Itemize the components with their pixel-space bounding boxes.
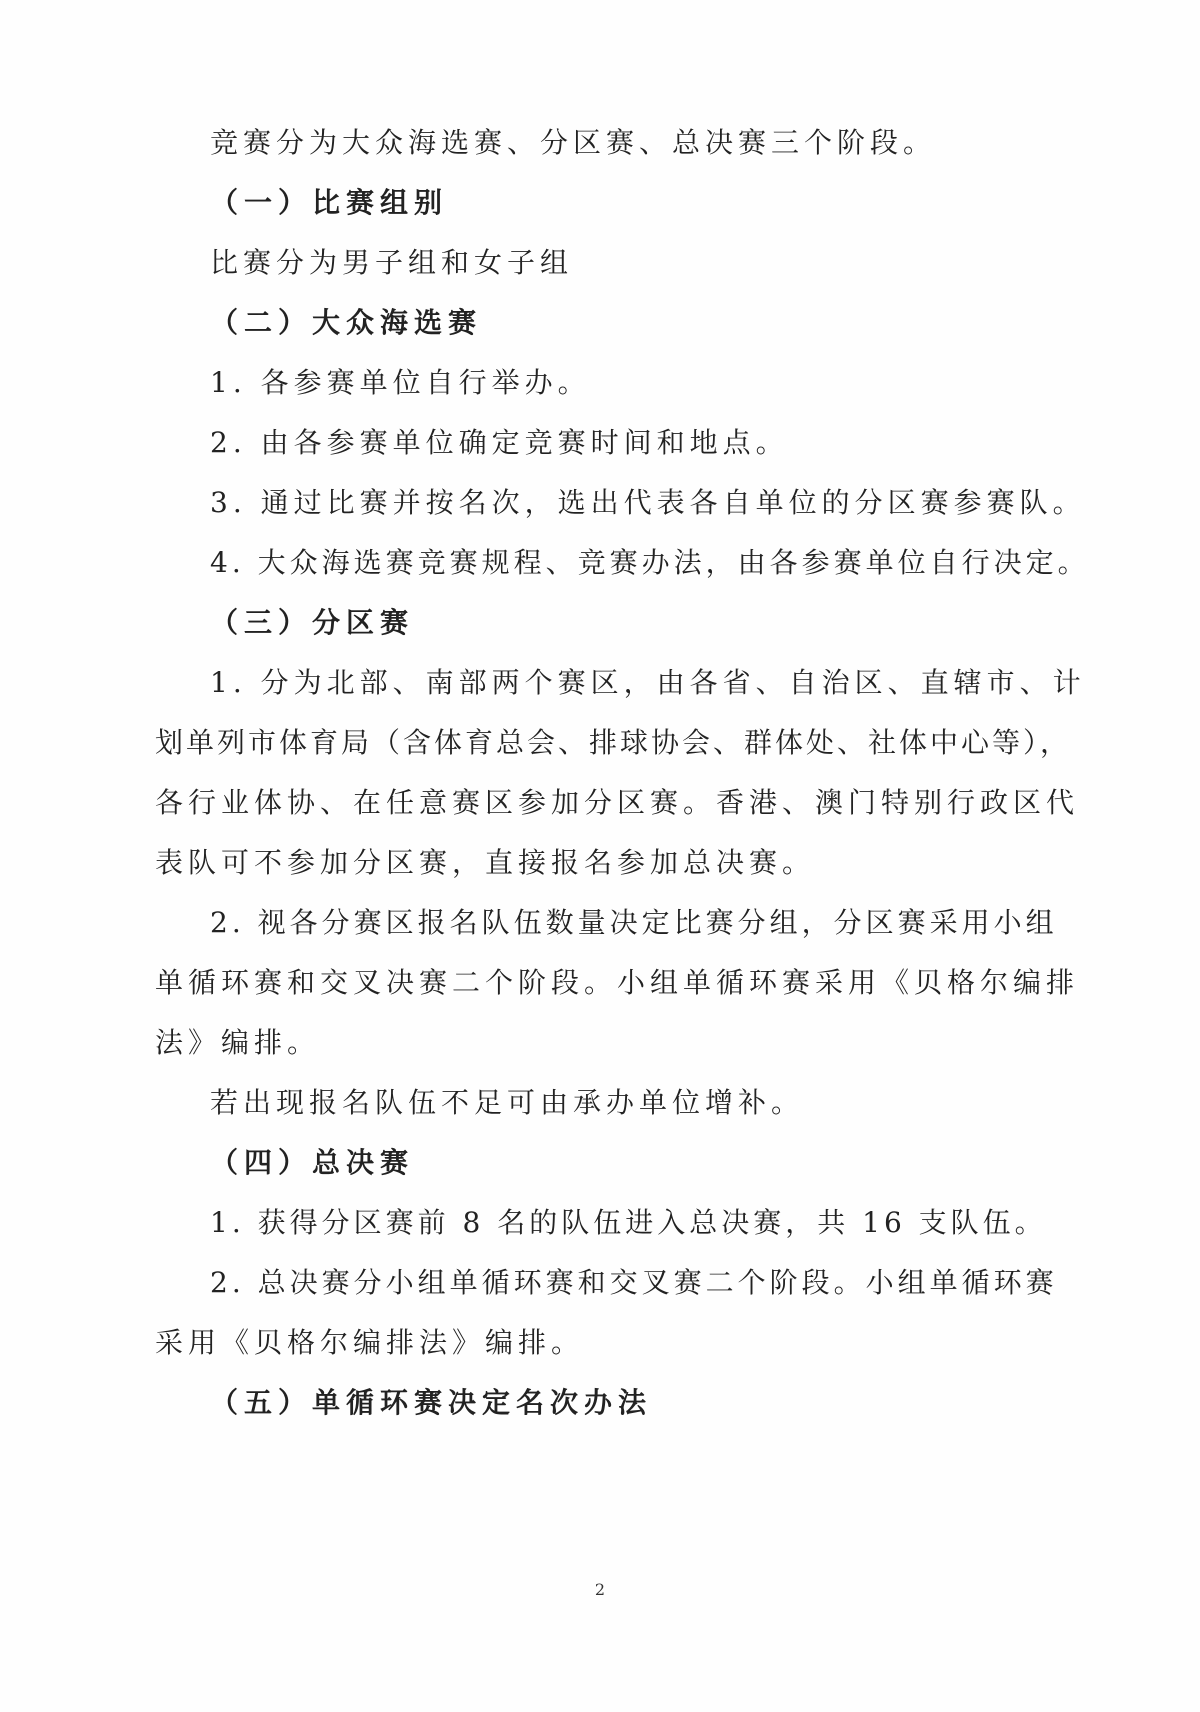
list-item-mass-1: 1. 各参赛单位自行举办。 <box>210 366 591 399</box>
heading-mass-selection: （二）大众海选赛 <box>210 306 483 339</box>
paragraph-groups: 比赛分为男子组和女子组 <box>210 246 574 279</box>
paragraph-regional-1-line2: 划单列市体育局（含体育总会、排球协会、群体处、社体中心等）， <box>155 726 1072 759</box>
paragraph-regional-2-line3: 法》编排。 <box>155 1026 321 1059</box>
paragraph-regional-1-line3: 各行业体协、在任意赛区参加分区赛。香港、澳门特别行政区代 <box>155 786 1080 819</box>
paragraph-regional-2-line2: 单循环赛和交叉决赛二个阶段。小组单循环赛采用《贝格尔编排 <box>155 966 1080 999</box>
list-item-mass-2: 2. 由各参赛单位确定竞赛时间和地点。 <box>210 426 789 459</box>
paragraph-regional-2-line1: 2. 视各分赛区报名队伍数量决定比赛分组，分区赛采用小组 <box>210 906 1058 939</box>
heading-ranking-method: （五）单循环赛决定名次办法 <box>210 1386 653 1419</box>
heading-finals: （四）总决赛 <box>210 1146 415 1179</box>
heading-groups: （一）比赛组别 <box>210 186 449 219</box>
list-item-mass-4: 4. 大众海选赛竞赛规程、竞赛办法，由各参赛单位自行决定。 <box>210 546 1090 579</box>
list-item-finals-2-line2: 采用《贝格尔编排法》编排。 <box>155 1326 585 1359</box>
list-item-mass-3: 3. 通过比赛并按名次，选出代表各自单位的分区赛参赛队。 <box>210 486 1086 519</box>
heading-regional: （三）分区赛 <box>210 606 415 639</box>
paragraph-regional-1-line4: 表队可不参加分区赛，直接报名参加总决赛。 <box>155 846 816 879</box>
paragraph-regional-1-line1: 1. 分为北部、南部两个赛区，由各省、自治区、直辖市、计 <box>210 666 1086 699</box>
list-item-finals-2-line1: 2. 总决赛分小组单循环赛和交叉赛二个阶段。小组单循环赛 <box>210 1266 1058 1299</box>
paragraph-regional-supplement: 若出现报名队伍不足可由承办单位增补。 <box>210 1086 805 1119</box>
page-number: 2 <box>594 1580 606 1599</box>
paragraph-stages: 竞赛分为大众海选赛、分区赛、总决赛三个阶段。 <box>210 126 937 159</box>
list-item-finals-1: 1. 获得分区赛前 8 名的队伍进入总决赛，共 16 支队伍。 <box>210 1206 1047 1239</box>
